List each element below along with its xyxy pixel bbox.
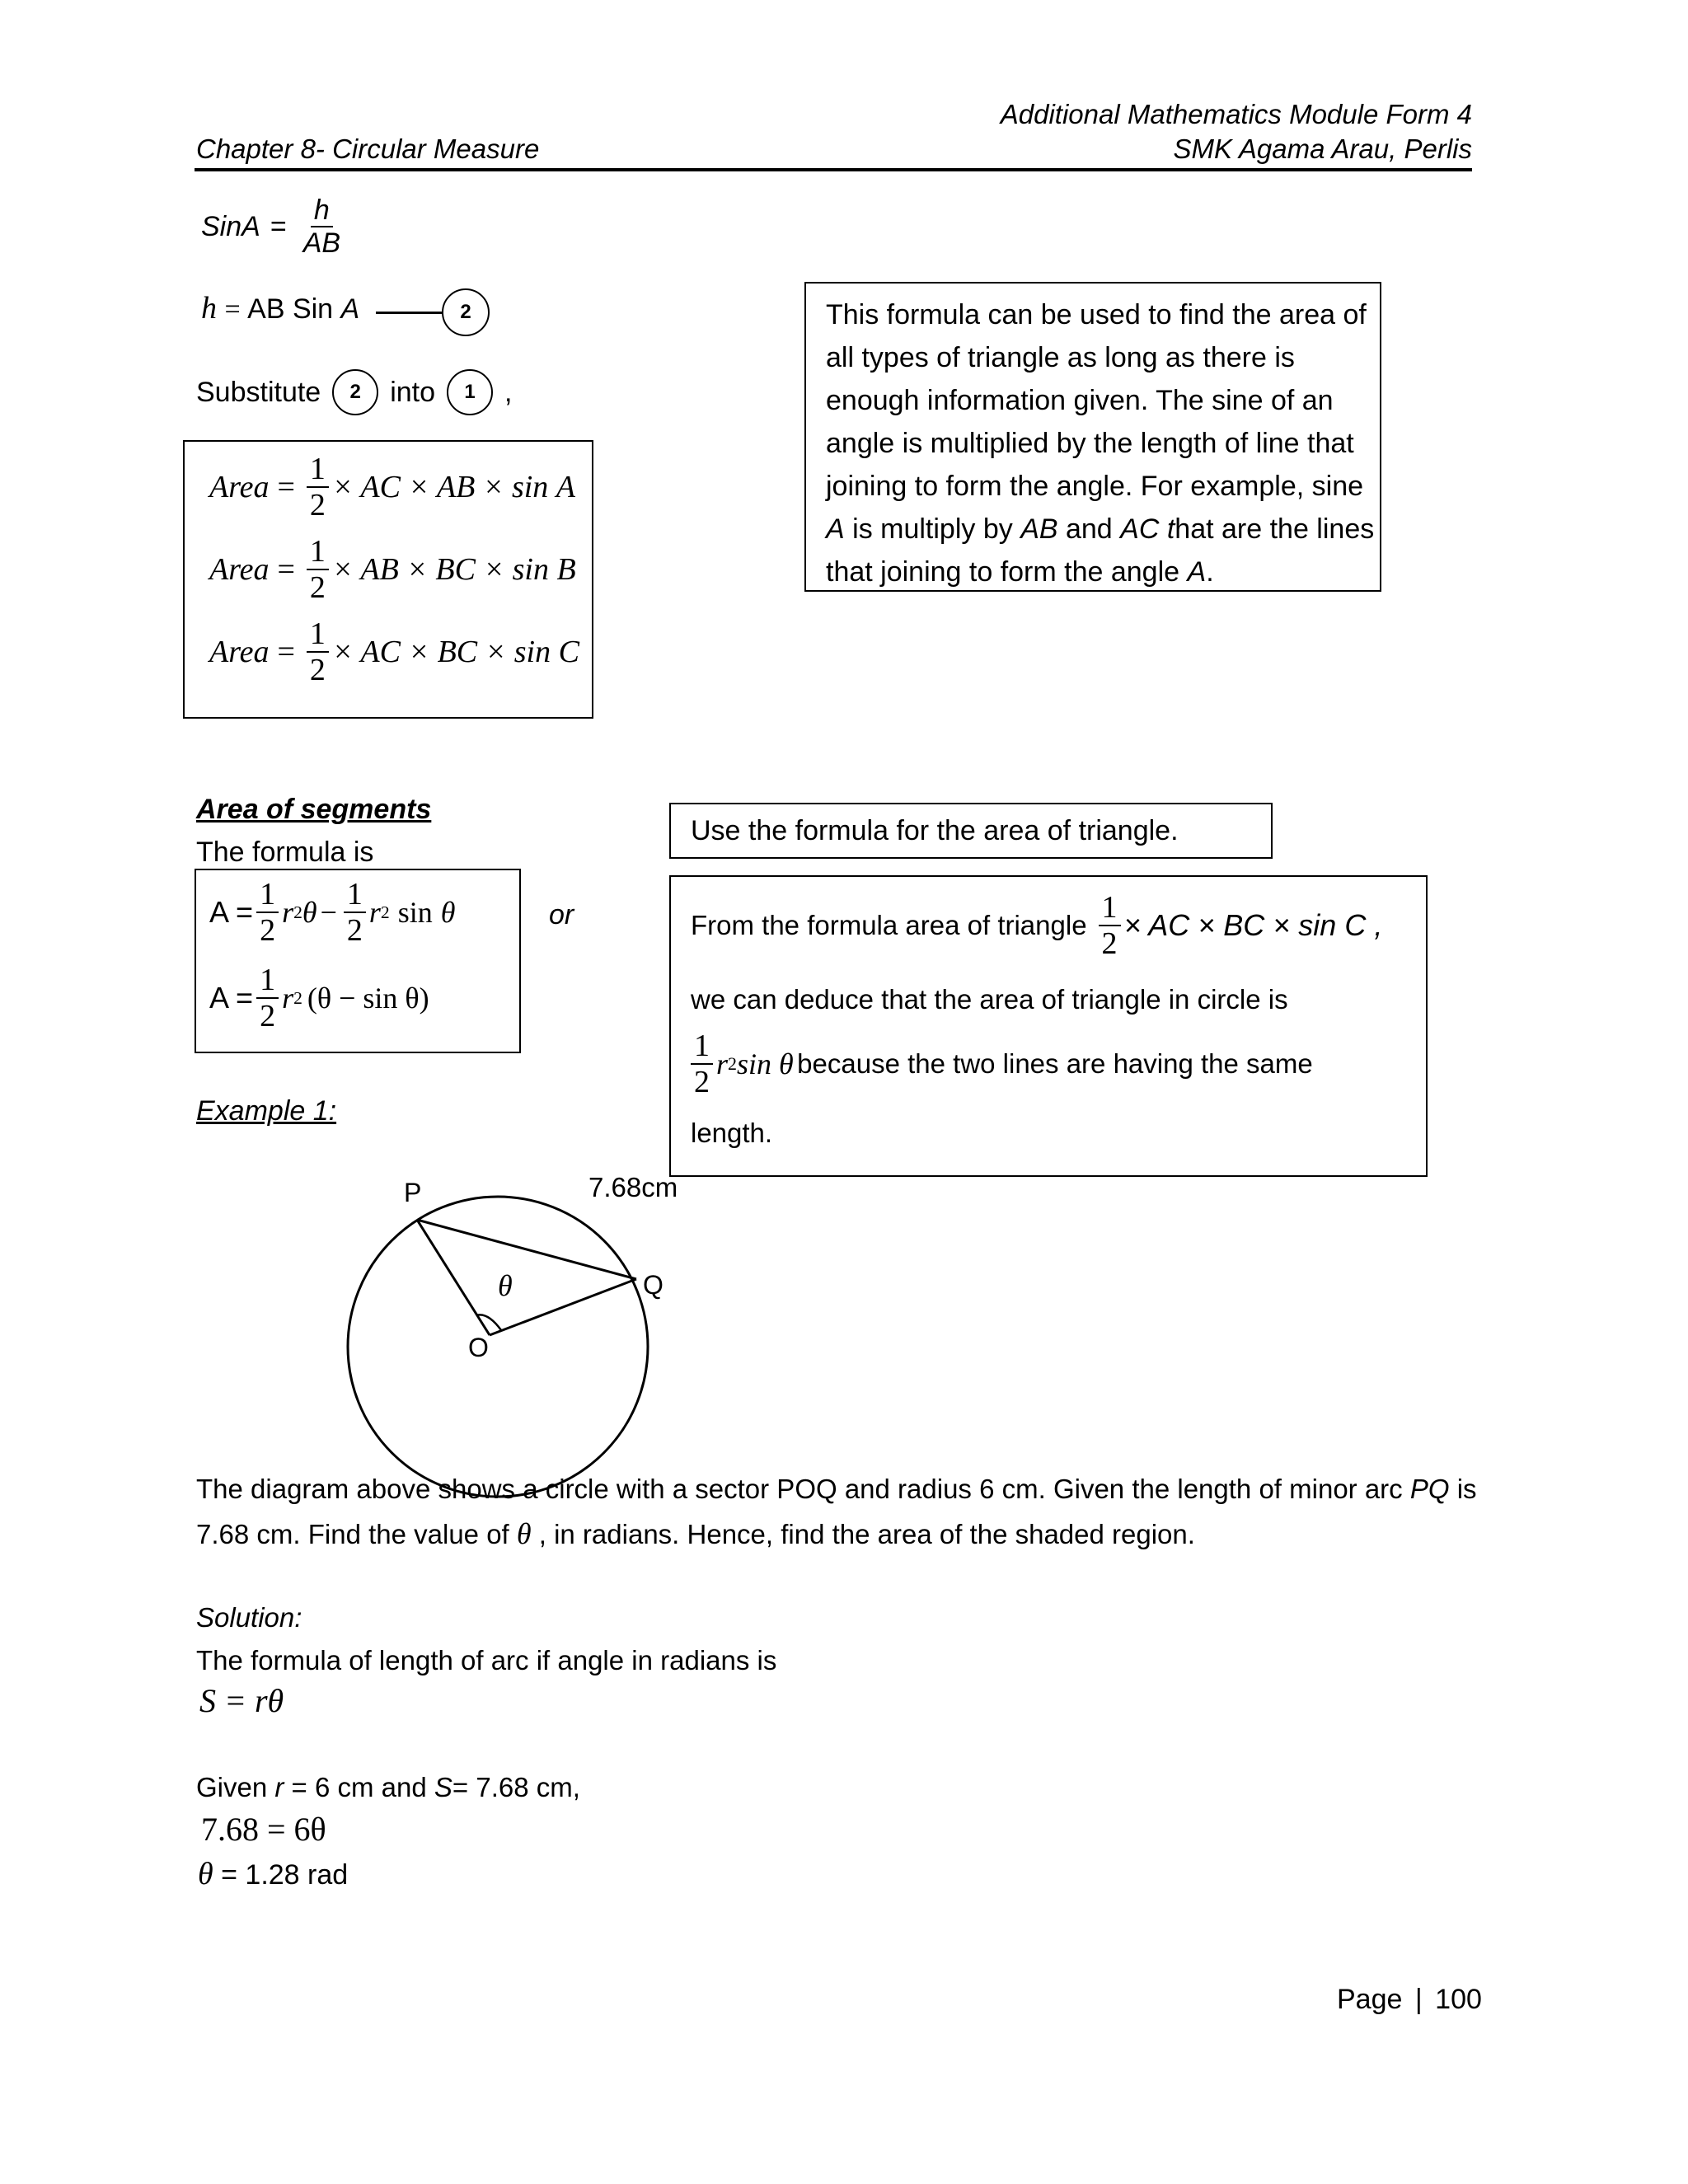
equation-leader-line [376,312,442,314]
question-line-2: 7.68 cm. Find the value of θ , in radians. Hence, find the area of the shaded region. [196,1517,1195,1550]
area-formula-box [183,440,593,719]
area-lhs: Area [209,635,270,669]
h-angle: A [340,293,360,325]
half-fraction: $\frac{1}{2}$ [344,879,366,946]
half-fraction: $\frac{1}{2}$ [256,879,279,946]
result-line: θ = 1.28 rad [198,1857,349,1891]
substitute-word: Substitute [196,376,321,408]
hint-box [669,803,1273,859]
area-formula-a: Area = $\frac{1}{2}$ × AC × AB × sin A [209,452,576,523]
half-fraction: $\frac{1}{2}$ [307,618,329,686]
segments-heading: Area of segments [196,794,432,825]
sin-denominator: AB [302,227,341,259]
substitute-comma: , [504,376,513,408]
deduce-line-3: $\frac{1}{2}$ r 2 sin θ because the two lines are having the same [691,1030,1313,1098]
solution-intro: The formula of length of arc if angle in radians is [196,1645,777,1675]
segment-formula-1: A = $\frac{1}{2}$ r 2 θ − $\frac{1}{2}$ r 2 sin θ [209,877,456,948]
page-number: 100 [1435,1984,1482,2015]
area-formula-b: Area = $\frac{1}{2}$ × AB × BC × sin B [209,534,576,605]
half-fraction: $\frac{1}{2}$ [307,536,329,603]
or-word: or [549,899,574,930]
into-word: into [390,376,436,408]
substitute-circle-2: 2 [332,369,378,415]
label-q: Q [643,1270,663,1300]
info-line-1: This formula can be used to find the area of [826,299,1367,330]
info-line-7: that joining to form the angle A. [826,556,1214,588]
segments-formula-intro: The formula is [196,837,374,868]
example-label: Example 1: [196,1095,337,1127]
area-lhs: Area [209,470,270,504]
module-title: Additional Mathematics Module Form 4 [1000,99,1472,129]
formula-info-box [804,282,1381,592]
half-fraction: $\frac{1}{2}$ [691,1030,713,1098]
arc-length-label: 7.68cm [588,1172,678,1202]
info-line-4: angle is multiplied by the length of line that [826,428,1354,459]
circle-diagram [330,1170,709,1500]
area-expr: × AC × AB × sin [331,470,549,504]
half-fraction: $\frac{1}{2}$ [256,964,279,1032]
equation-line: 7.68 = 6θ [201,1811,326,1848]
info-line-6: A is multiply by AB and AC that are the lines [826,513,1375,545]
area-expr: × AB × BC × sin [331,552,549,587]
page-footer [1337,1981,1482,2018]
label-o: O [468,1333,489,1362]
deduce-box [669,875,1428,1177]
equation-label-2: 2 [442,288,490,336]
segment-lhs: A = [209,981,254,1015]
area-lhs: Area [209,552,270,587]
header-rule [195,168,1472,171]
info-line-2: all types of triangle as long as there is [826,342,1295,373]
arc-formula: S = rθ [199,1682,284,1719]
h-lhs: h [201,291,217,326]
deduce-line-2: we can deduce that the area of triangle in circle is [691,984,1288,1015]
substitute-line [196,369,513,415]
area-angle: C [558,635,579,669]
area-expr: × AC × BC × sin [331,635,551,669]
question-line-1: The diagram above shows a circle with a sector POQ and radius 6 cm. Given the length of minor arc PQ is [196,1474,1477,1504]
sin-numerator: h [311,196,333,227]
sin-lhs: SinA [201,210,260,242]
deduce-line-1: From the formula area of triangle $\frac{1}{2}$ × AC × BC × sin C , [691,890,1383,961]
sin-fraction [300,196,344,257]
label-theta: θ [498,1269,513,1302]
segment-formula-2: A = $\frac{1}{2}$ r 2 (θ − sin θ) [209,963,429,1033]
area-angle: B [556,552,576,587]
area-formula-c: Area = $\frac{1}{2}$ × AC × BC × sin C [209,616,579,687]
h-equation: h = AB Sin A [201,291,360,326]
half-fraction: $\frac{1}{2}$ [1099,892,1121,959]
half-fraction: $\frac{1}{2}$ [307,453,329,521]
page-word: Page [1337,1984,1403,2015]
deduce-line-4: length. [691,1118,773,1148]
chapter-title: Chapter 8- Circular Measure [196,134,540,164]
segment-formula-box [195,869,521,1053]
substitute-circle-1: 1 [447,369,493,415]
sin-formula: SinA = $\frac{h}{AB}$ [201,196,347,257]
h-rhs: AB Sin [247,293,334,325]
given-line: Given r = 6 cm and S= 7.68 cm, [196,1772,580,1802]
school-name: SMK Agama Arau, Perlis [1173,134,1472,164]
segment-lhs: A = [209,895,254,929]
info-line-5: joining to form the angle. For example, sine [826,471,1364,502]
hint-text: Use the formula for the area of triangle. [691,815,1179,846]
angle-arc [476,1315,501,1330]
info-line-3: enough information given. The sine of an [826,385,1334,416]
label-p: P [404,1178,422,1207]
page-separator: | [1414,1984,1423,2015]
area-angle: A [556,470,576,504]
solution-label: Solution: [196,1602,302,1633]
